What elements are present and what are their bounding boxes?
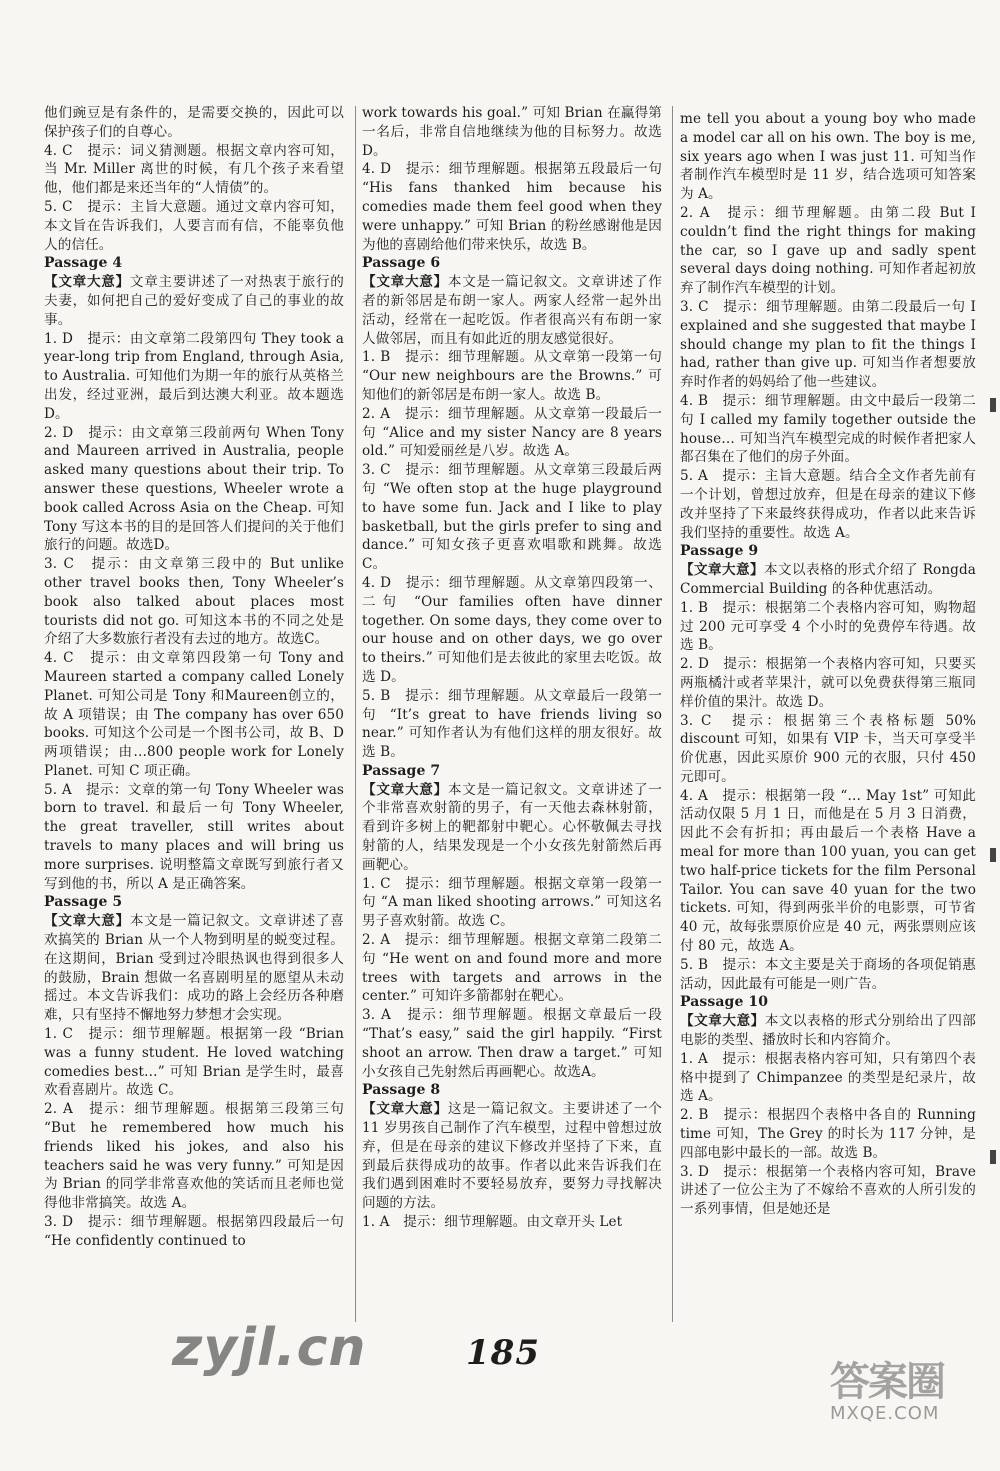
column-divider-left [355,106,356,1322]
passage-summary [362,1100,662,1213]
passage-heading: Passage 7 [362,762,441,779]
watermark-mxqe [830,1350,980,1440]
summary-tag: 【文章大意】 [44,274,130,291]
answer-paragraph: 1. A 提示：根据表格内容可知，只有第四个表格中提到了 Chimpanzee 的类型是纪录片，故选 A。 [680,1050,976,1105]
answer-paragraph: 他们豌豆是有条件的，是需要交换的，因此可以保护孩子们的自尊心。 [44,105,344,140]
passage-heading: Passage 10 [680,994,769,1011]
answer-paragraph: 5. B 提示：细节理解题。从文章最后一段第一句 “It’s great to have friends living so near.” 可知作者认为有他们这样的朋友很好。故选 B。 [362,687,662,761]
passage-summary [362,781,662,875]
answer-paragraph: 2. A 提示：细节理解题。从文章第一段最后一句 “Alice and my sister Nancy are 8 years old.” 可知爱丽丝是八岁。故选 A。 [362,405,662,460]
passage-summary [362,273,662,348]
summary-tag: 【文章大意】 [362,1101,448,1118]
answer-paragraph: me tell you about a young boy who made a model car all on his own. The boy is me, six years ago when I was just 11. 可知当作者制作汽车模型时是 11 岁，结合选项可知答案为 A。 [680,111,976,203]
margin-mark [990,1150,996,1164]
summary-text: 这是一篇记叙文。主要讲述了一个 11 岁男孩自己制作了汽车模型，过程中曾想过放弃，但是在母亲的建议下修改并坚持了下来，直到最后获得成功的故事。作者以此来告诉我们在我们遇到困难时不要轻易放弃，要努力寻找解决问题的方法。 [362,1101,662,1212]
passage-summary [44,912,344,1025]
text-column-3 [680,110,976,1219]
passage-summary [680,561,976,599]
passage-heading: Passage 4 [44,255,123,272]
answer-paragraph: 1. B 提示：细节理解题。从文章第一段第一句 “Our new neighbours are the Browns.” 可知他们的新邻居是布朗一家人。故选 B。 [362,349,662,403]
summary-text: 本文以表格的形式分别给出了四部电影的类型、播放时长和内容简介。 [680,1013,977,1049]
answer-paragraph: 5. A 提示：文章的第一句 Tony Wheeler was born to travel. 和最后一句 Tony Wheeler, the great traveller, still writes about travels to many places and will bring us more surprises. 说明整篇文章既写到旅行者又写到他的书，所以 A 是正确答案。 [44,781,344,892]
answer-paragraph: 2. D 提示：由文章第三段前两句 When Tony and Maureen arrived in Australia, people asked many questions about their trip. To answer these questions, Wheeler wrote a book called Across Asia on the Cheap. 可知 Tony 写这本书的目的是回答人们提问的关于他们旅行的问题。故选D。 [44,424,344,554]
passage-summary [680,1012,976,1050]
answer-paragraph: 4. C 提示：词义猜测题。根据文章内容可知，当 Mr. Miller 离世的时候，有几个孩子来看望他，他们都是来还当年的“人情债”的。 [44,142,344,197]
answer-paragraph: 2. D 提示：根据第一个表格内容可知，只要买两瓶橘汁或者苹果汁，就可以免费获得第三瓶同样价值的果汁。故选 D。 [680,656,976,710]
text-column-1 [44,104,344,1251]
answer-paragraph: 4. C 提示：由文章第四段第一句 Tony and Maureen started a company called Lonely Planet. 可知公司是 Tony 和Maureen创立的，故 A 项错误；由 The company has over 650 books. 可知这个公司是一个图书公司，故 B、D两项错误；由…800 people work for Lonely Planet. 可知 C 项正确。 [44,650,344,779]
passage-heading: Passage 6 [362,255,441,272]
answer-paragraph: 5. B 提示：本文主要是关于商场的各项促销惠活动，因此最有可能是一则广告。 [680,956,976,992]
summary-tag: 【文章大意】 [44,913,130,930]
answer-paragraph: 3. C 提示：细节理解题。从文章第三段最后两句 “We often stop at the huge playground to have some fun. Jack and I like to play basketball, but the girls prefer to sing and dance.” 可知女孩子更喜欢唱歌和跳舞。故选 C。 [362,462,662,573]
answer-paragraph: 4. A 提示：根据第一段 “… May 1st” 可知此活动仅限 5 月 1 日，而他是在 5 月 3 日消费，因此不会有折扣；再由最后一个表格 Have a meal for more than 100 yuan, you can get two half-price tickets for the film Personal Tailor. You can save 40 yuan for the two tickets. 可知，得到两张半价的电影票，可节省 40 元，故每张票原价应是 40 元，两张票则应该付 80 元，故选 A。 [680,787,976,955]
answer-paragraph: 5. A 提示：主旨大意题。结合全文作者先前有一个计划，曾想过放弃，但是在母亲的建议下修改并坚持了下来最终获得成功，作者以此来告诉我们坚持的重要性。故选 A。 [680,468,976,541]
margin-mark [990,848,996,862]
column-divider-right [672,106,673,1322]
answer-paragraph: 3. D 提示：细节理解题。根据第四段最后一句 “He confidently continued to [44,1214,344,1249]
passage-summary [44,273,344,329]
answer-paragraph: 2. B 提示：根据四个表格中各自的 Running time 可知，The Grey 的时长为 117 分钟，是四部电影中最长的一部。故选 B。 [680,1107,976,1161]
answer-paragraph: 2. A 提示：细节理解题。由第二段 But I couldn’t find the right things for making the car, so I gave up and sadly spent several days doing nothing. 可知作者起初放弃了制作汽车模型的计划。 [680,204,976,297]
summary-text: 本文是一篇记叙文。文章讲述了喜欢搞笑的 Brian 从一个人物到明星的蜕变过程。在这期间，Brian 受到过冷眼热讽也得到很多人的鼓励，Brain 想做一名喜剧明星的愿望从未动摇过。本文告诉我们：成功的路上会经历各种磨难，只有坚持不懈地努力梦想才会实现。 [44,913,344,1024]
summary-text: 本文以表格的形式介绍了 Rongda Commercial Building 的各种优惠活动。 [680,562,976,597]
summary-tag: 【文章大意】 [680,1013,765,1030]
summary-tag: 【文章大意】 [362,274,448,291]
answer-paragraph: 3. C 提示：细节理解题。由第二段最后一句 I explained and she suggested that maybe I should change my plan to fit the things I had, rather than give up. 可知当作者想要放弃时作者的妈妈给了他一些建议。 [680,298,976,391]
answer-paragraph: 3. D 提示：根据第一个表格内容可知，Brave 讲述了一位公主为了不嫁给不喜欢的人所引发的一系列事情，但是她还是 [680,1163,976,1218]
answer-paragraph: 2. A 提示：细节理解题。根据第三段第三句 “But he remembered how much his friends liked his jokes, and also his teachers said he was very funny.” 可知是因为 Brian 的同学非常喜欢他的笑话而且老师也觉得他非常搞笑。故选 A。 [44,1101,344,1212]
watermark-mxqe-logo: 答案圈 [830,1359,944,1405]
answer-paragraph: 2. A 提示：细节理解题。根据文章第二段第二句 “He went on and found more and more trees with targets and arrows in the center.” 可知许多箭都射在靶心。 [362,932,662,1005]
summary-tag: 【文章大意】 [362,781,448,798]
answer-paragraph: 4. D 提示：细节理解题。从文章第四段第一、二句 “Our families often have dinner together. On some days, they come over to our house and on other days, we go over to theirs.” 可知他们是去彼此的家里去吃饭。故选 D。 [362,574,662,685]
passage-heading: Passage 5 [44,894,123,911]
summary-tag: 【文章大意】 [680,562,764,579]
page-number: 185 [466,1333,540,1373]
answer-paragraph: 1. C 提示：细节理解题。根据文章第一段第一句 “A man liked shooting arrows.” 可知这名男子喜欢射箭。故选 C。 [362,875,662,930]
watermark-mxqe-url: MXQE.COM [830,1403,940,1424]
answer-paragraph: work towards his goal.” 可知 Brian 在赢得第一名后，非常自信地继续为他的目标努力。故选 D。 [362,105,662,159]
answer-paragraph: 5. C 提示：主旨大意题。通过文章内容可知，本文旨在告诉我们，人要言而有信，不能辜负他人的信任。 [44,198,344,253]
summary-text: 本文是一篇记叙文。文章讲述了作者的新邻居是布朗一家人。两家人经常一起外出活动，经常在一起吃饭。作者很高兴有布朗一家人做邻居，而且有如此近的朋友感觉很好。 [362,274,662,347]
answer-paragraph: 3. C 提示：根据第三个表格标题 50% discount 可知，如果有 VIP 卡，当天可享受半价优惠，因此买原价 900 元的衣服，只付 450 元即可。 [680,712,976,785]
answer-paragraph: 1. A 提示：细节理解题。由文章开头 Let [362,1214,623,1231]
passage-heading: Passage 8 [362,1082,441,1099]
answer-paragraph: 4. D 提示：细节理解题。根据第五段最后一句 “His fans thanked him because his comedies made them feel good when they were unhappy.” 可知 Brian 的粉丝感谢他是因为他的喜剧给他们带来快乐，故选 B。 [362,161,662,253]
answer-paragraph: 1. C 提示：细节理解题。根据第一段 “Brian was a funny student. He loved watching comedies best…” 可知 Brian 是学生时，最喜欢看喜剧片。故选 C。 [44,1026,344,1099]
summary-text: 文章主要讲述了一对热衷于旅行的夫妻，如何把自己的爱好变成了自己的事业的故事。 [44,274,344,328]
passage-heading: Passage 9 [680,543,759,560]
answer-paragraph: 4. B 提示：细节理解题。由文中最后一段第二句 I called my family together outside the house… 可知当汽车模型完成的时候作者把家人都召集在了他们的房子外面。 [680,392,976,466]
margin-mark [990,398,996,412]
answer-paragraph: 1. D 提示：由文章第二段第四句 They took a year-long trip from England, through Asia, to Australia. 可知他们为期一年的旅行从英格兰出发，经过亚洲，最后到达澳大利亚。故本题选 D。 [44,330,344,422]
answer-paragraph: 1. B 提示：根据第二个表格内容可知，购物超过 200 元可享受 4 个小时的免费停车待遇。故选 B。 [680,599,976,654]
answer-paragraph: 3. C 提示：由文章第三段中的 But unlike other travel books then, Tony Wheeler’s book also talked about places most tourists did not go. 可知这本书的不同之处是介绍了大多数旅行者没有去过的地方。故选C。 [44,556,344,648]
text-column-2 [362,104,662,1232]
watermark-zyjl: zyjl.cn [172,1318,367,1378]
summary-text: 本文是一篇记叙文。文章讲述了一个非常喜欢射箭的男子，有一天他去森林射箭，看到许多树上的靶都射中靶心。心怀敬佩去寻找射箭的人，结果发现是一个小女孩先射箭然后再画靶心。 [362,781,662,873]
answer-paragraph: 3. A 提示：细节理解题。根据文章最后一段 “That’s easy,” said the girl happily. “First shoot an arrow. Then draw a target.” 可知小女孩自己先射然后再画靶心。故选A。 [362,1007,662,1080]
